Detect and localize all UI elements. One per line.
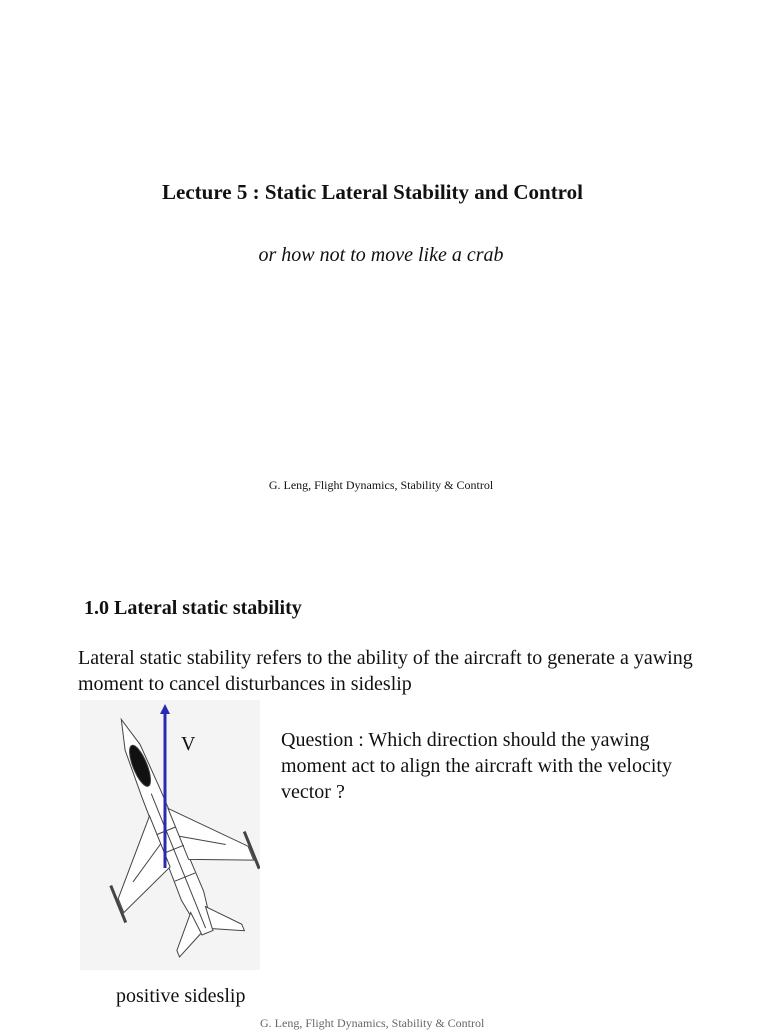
velocity-vector-label: V [181, 733, 196, 755]
aircraft-figure [80, 700, 260, 970]
slide-footer: G. Leng, Flight Dynamics, Stability & Control [268, 478, 494, 492]
slide-subtitle: or how not to move like a crab [258, 244, 504, 266]
body-paragraph: Lateral static stability refers to the ability of the aircraft to generate a yawing moment to cancel disturbances in sideslip [78, 647, 693, 695]
figure-caption: positive sideslip [116, 985, 246, 1007]
jet-aircraft-illustration [80, 700, 260, 970]
question-text: Question : Which direction should the yawing moment act to align the aircraft with the velocity vector ? [281, 729, 672, 803]
section-heading: 1.0 Lateral static stability [84, 597, 302, 619]
slide-title: Lecture 5 : Static Lateral Stability and Control [162, 180, 583, 204]
slide-footer-2: G. Leng, Flight Dynamics, Stability & Control [260, 1016, 485, 1030]
